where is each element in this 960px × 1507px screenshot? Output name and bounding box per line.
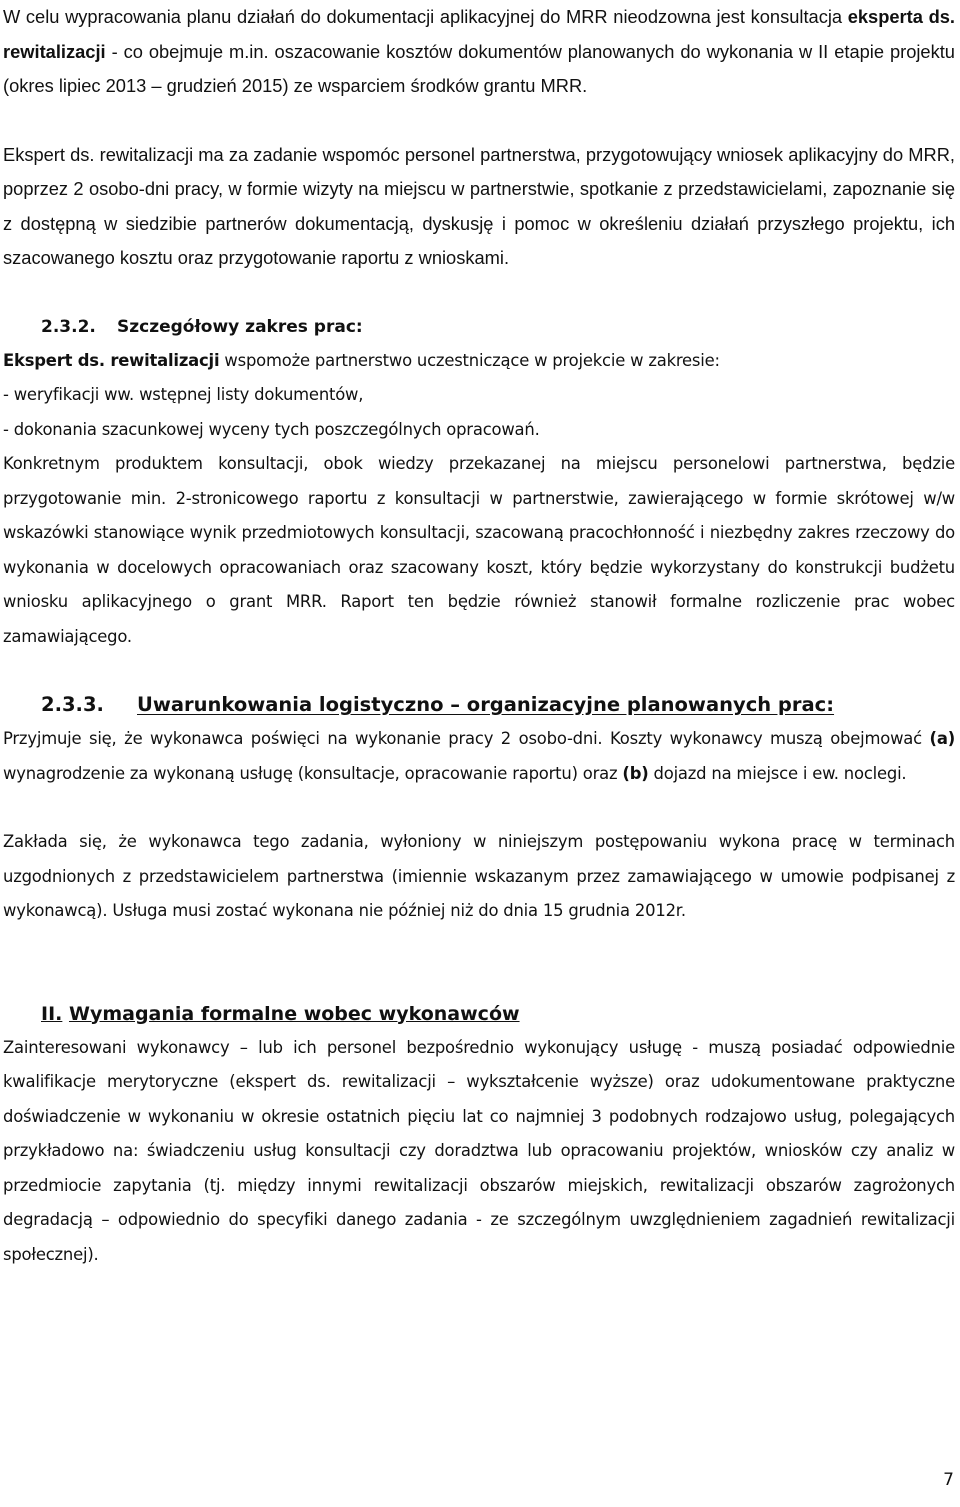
section-232-title: Szczegółowy zakres prac: <box>117 316 363 337</box>
section-232-heading <box>41 310 955 344</box>
section-233-p1-a: Przyjmuje się, że wykonawca poświęci na wykonanie pracy 2 osobo-dni. Koszty wykonawcy muszą obejmować <box>3 729 922 748</box>
page-number: 7 <box>943 1470 954 1490</box>
section-233-p1-c: dojazd na miejsce i ew. noclegi. <box>653 763 907 783</box>
intro-p1-text: W celu wypracowania planu działań do dokumentacji aplikacyjnej do MRR nieodzowna jest konsultacja <box>3 6 843 27</box>
section-232-bullet-1: - weryfikacji ww. wstępnej listy dokumentów, <box>3 385 364 404</box>
section-233-title: Uwarunkowania logistyczno – organizacyjne planowanych prac: <box>137 693 835 716</box>
section-ii-number: II. <box>41 1002 63 1025</box>
section-ii-title: Wymagania formalne wobec wykonawców <box>68 1002 520 1025</box>
intro-paragraph-2: Ekspert ds. rewitalizacji ma za zadanie wspomóc personel partnerstwa, przygotowujący wniosek aplikacyjny do MRR, poprzez 2 osobo-dni pracy, w formie wizyty na miejscu w partnerstwie, spotkanie z przedstawicielami, zapoznanie się z dostępną w siedzibie partnerów dokumentacją, dyskusję i pomoc w określeniu działań przyszłego projektu, ich szacowanego kosztu oraz przygotowanie raportu z wnioskami. <box>3 143 955 268</box>
section-ii-heading <box>41 997 955 1031</box>
section-232-line1-rest: wspomoże partnerstwo uczestniczące w projekcie w zakresie: <box>224 350 720 370</box>
section-233-paragraph-1 <box>3 722 955 791</box>
section-233-number: 2.3.3. <box>41 693 104 716</box>
section-ii-paragraph: Zainteresowani wykonawcy – lub ich personel bezpośrednio wykonujący usługę - muszą posiadać odpowiednie kwalifikacje merytoryczne (ekspert ds. rewitalizacji – wykształcenie wyższe) oraz udokumentowane praktyczne doświadczenie w wykonaniu w okresie ostatnich pięciu lat co najmniej 3 podobnych rodzajowo usług, polegających przykładowo na: świadczeniu usług konsultacji czy doradztwa lub opracowaniu projektów, wniosków czy analiz w przedmiocie zapytania (tj. między innymi rewitalizacji obszarów miejskich, rewitalizacji obszarów zagrożonych degradacją – odpowiednio do specyfiki danego zadania - ze szczególnym uwzględnieniem zagadnień rewitalizacji społecznej). <box>3 1037 955 1264</box>
section-232-line1-bold: Ekspert ds. rewitalizacji <box>3 350 220 370</box>
section-232-paragraph: Konkretnym produktem konsultacji, obok wiedzy przekazanej na miejscu personelowi partnerstwa, będzie przygotowanie min. 2-stronicowego raportu z konsultacji w partnerstwie, zawierającego w formie skrótowej w/w wskazówki stanowiące wynik przedmiotowych konsultacji, szacowaną pracochłonność i niezbędny zakres rzeczowy do wykonania w docelowych opracowaniach oraz szacowany koszt, który będzie wykorzystany do konstrukcji budżetu wniosku aplikacyjnego o grant MRR. Raport ten będzie również stanowił formalne rozliczenie prac wobec zamawiającego. <box>3 454 955 646</box>
section-233-label-b: (b) <box>622 763 649 783</box>
section-232-line1 <box>3 344 955 379</box>
section-233-heading <box>41 688 955 722</box>
section-232-bullet-2: - dokonania szacunkowej wyceny tych poszczególnych opracowań. <box>3 419 540 439</box>
intro-paragraph-1 <box>3 0 955 104</box>
section-233-p1-b: wynagrodzenie za wykonaną usługę (konsultacje, opracowanie raportu) oraz <box>3 763 618 783</box>
document-page <box>3 0 955 1272</box>
section-233-label-a: (a) <box>929 729 955 748</box>
section-233-paragraph-2: Zakłada się, że wykonawca tego zadania, wyłoniony w niniejszym postępowaniu wykona pracę w terminach uzgodnionych z przedstawicielem partnerstwa (imiennie wskazanym przez zamawiającego w umowie podpisanej z wykonawcą). Usługa musi zostać wykonana nie później niż do dnia 15 grudnia 2012r. <box>3 832 955 920</box>
intro-p1-bold: eksperta ds. rewitalizacji <box>3 6 955 62</box>
intro-p1-rest: - co obejmuje m.in. oszacowanie kosztów dokumentów planowanych do wykonania w II etapie projektu (okres lipiec 2013 – grudzień 2015) ze wsparciem środków grantu MRR. <box>3 40 955 96</box>
section-232-number: 2.3.2. <box>41 316 96 337</box>
